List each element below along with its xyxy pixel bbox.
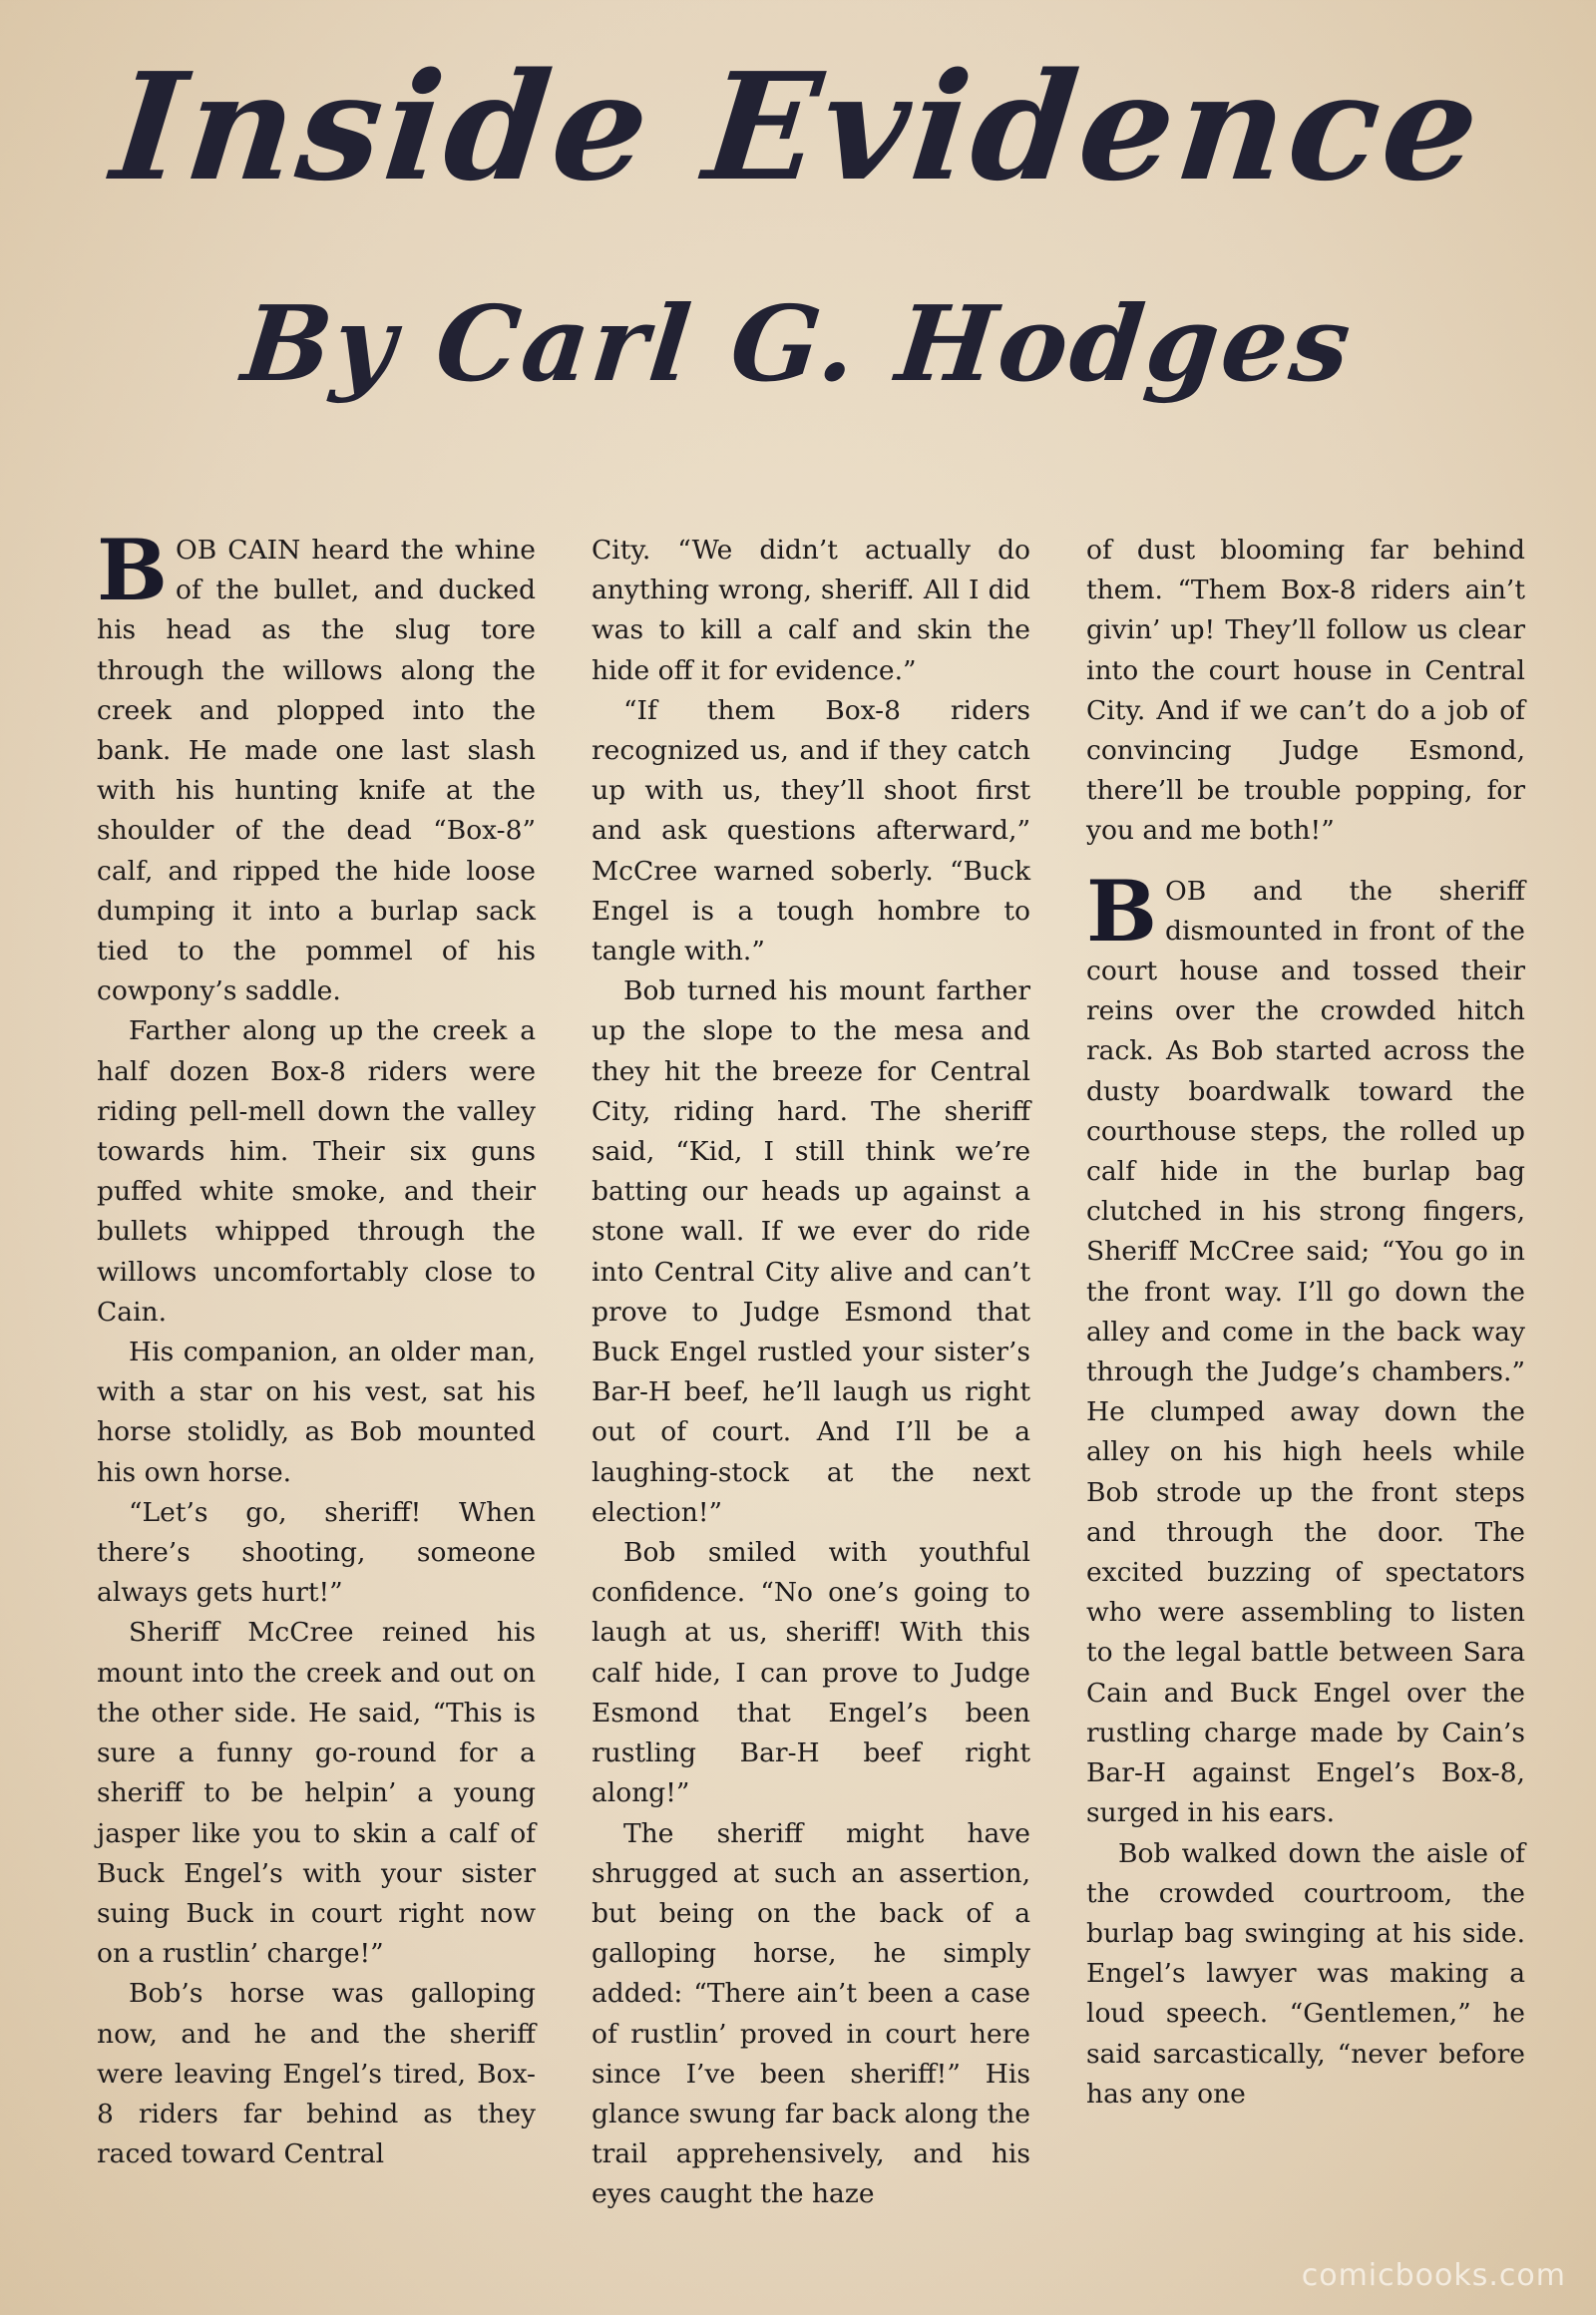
paragraph-text: OB CAIN heard the whine of the bullet, and ducked his head as the slug tore through the willows along the creek and plopped into the bank. He made one last slash with his hunting knife at the shoulder of the dead “Box-8” calf, and ripped the hide loose dumping it into a burlap sack tied to the pommel of his cowpony’s saddle. [97, 535, 536, 1007]
story-title: Inside Evidence [105, 40, 1491, 213]
drop-cap: B [1086, 861, 1157, 961]
paragraph-text: OB and the sheriff dismounted in front of the court house and tossed their reins over the crowded hitch rack. As Bob started across the dusty boardwalk toward the courthouse steps, the rolled up calf hide in the burlap bag clutched in his strong fingers, Sheriff McCree said; “You go in the front way. I’ll go down the alley and come in the back way through the Judge’s chambers.” He clumped away down the alley on his high heels while Bob strode up the front steps and through the door. The excited buzzing of spectators who were assembling to listen to the legal battle between Sara Cain and Buck Engel over the rustling charge made by Cain’s Bar-H against Engel’s Box-8, surged in his ears. [1086, 875, 1525, 1829]
paragraph [97, 521, 536, 1011]
paragraph: Bob smiled with youthful confidence. “No one’s going to laugh at us, sheriff! With this calf hide, I can prove to Judge Esmond that Engel’s been rustling Bar-H beef right along!” [592, 1537, 1030, 1809]
paragraph: Sheriff McCree reined his mount into the creek and out on the other side. He said, “This is sure a funny go-round for a sheriff to be helpin’ a young jasper like you to skin a calf of Buck Engel’s with your sister suing Buck in court right now on a rustlin’ charge!” [97, 1617, 536, 1970]
text-column-2 [592, 531, 1030, 2215]
paragraph: Bob’s horse was galloping now, and he and the sheriff were leaving Engel’s tired, Box-8 riders far behind as they raced toward Central [97, 1978, 536, 2170]
paragraph: “Let’s go, sheriff! When there’s shooting, someone always gets hurt!” [97, 1496, 536, 1609]
paragraph: “If them Box-8 riders recognized us, and if they catch up with us, they’ll shoot first and ask questions afterward,” McCree warned soberly. “Buck Engel is a tough hombre to tangle with.” [592, 694, 1030, 967]
paragraph: The sheriff might have shrugged at such an assertion, but being on the back of a galloping horse, he simply added: “There ain’t been a case of rustlin’ proved in court here since I’ve been sheriff!” His glance swung far back along the trail apprehensively, and his eyes caught the haze [592, 1817, 1030, 2210]
paragraph: Bob walked down the aisle of the crowded courtroom, the burlap bag swinging at his side. Engel’s lawyer was making a loud speech. “Gentlemen,” he said sarcastically, “never before has any one [1086, 1837, 1525, 2110]
source-watermark: comicbooks.com [1301, 2258, 1566, 2293]
paragraph: Farther along up the creek a half dozen Box-8 riders were riding pell-mell down the valley towards him. Their six guns puffed white smoke, and their bullets whipped through the willows uncomfortably close to Cain. [97, 1015, 536, 1328]
paragraph: Bob turned his mount farther up the slope to the mesa and they hit the breeze for Central City, riding hard. The sheriff said, “Kid, I still think we’re batting our heads up against a stone wall. If we ever do ride into Central City alive and can’t prove to Judge Esmond that Buck Engel rustled your sister’s Bar-H beef, he’ll laugh us right out of court. And I’ll be a laughing-stock at the next election!” [592, 975, 1030, 1528]
author-byline: By Carl G. Hodges [236, 282, 1360, 405]
paragraph [1086, 861, 1525, 1834]
paragraph: of dust blooming far behind them. “Them Box-8 riders ain’t givin’ up! They’ll follow us clear into the court house in Central City. And if we can’t do a job of convincing Judge Esmond, there’ll be trouble popping, for you and me both!” [1086, 535, 1525, 847]
text-column-1 [97, 521, 536, 2174]
text-column-3 [1086, 531, 1525, 2115]
paragraph: His companion, an older man, with a star on his vest, sat his horse stolidly, as Bob mounted his own horse. [97, 1337, 536, 1488]
paragraph: City. “We didn’t actually do anything wrong, sheriff. All I did was to kill a calf and skin the hide off it for evidence.” [592, 535, 1030, 686]
drop-cap: B [97, 521, 168, 619]
